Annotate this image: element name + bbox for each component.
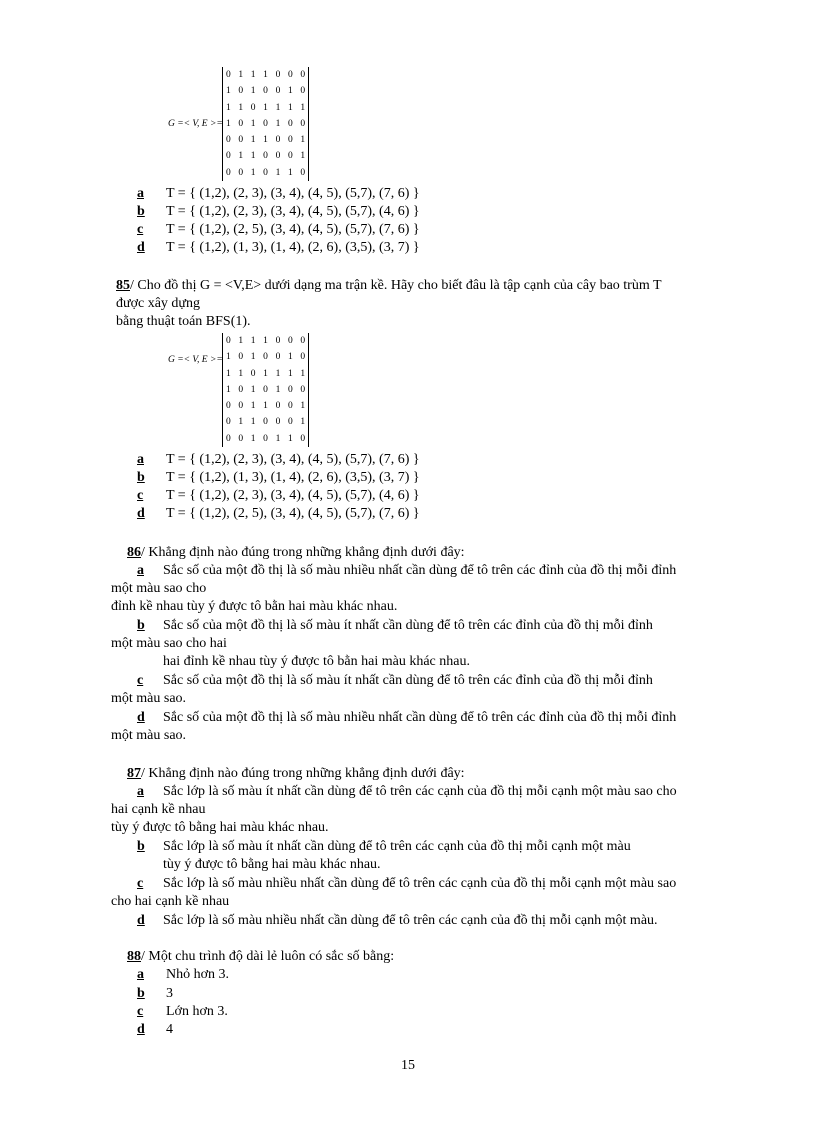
answer-option-a-cont: tùy ý được tô bằng hai màu khác nhau. xyxy=(111,820,329,835)
matrix-label: G =< V, E >= xyxy=(168,355,223,365)
answer-option-a-cont: đỉnh kề nhau tùy ý được tô bằn hai màu khác nhau. xyxy=(111,599,398,614)
matrix-row: 0 1 1 1 0 0 0 xyxy=(226,70,306,80)
question-85-stem-cont: bằng thuật toán BFS(1). xyxy=(116,314,251,329)
answer-option-b[interactable]: b T = { (1,2), (2, 3), (3, 4), (4, 5), (5,7), (4, 6) } xyxy=(137,204,420,219)
matrix-body xyxy=(222,333,309,447)
matrix-row: 0 0 1 1 0 0 1 xyxy=(226,401,306,412)
matrix-row: 1 1 0 1 1 1 1 xyxy=(226,368,306,379)
question-87-stem: 87/ Khẳng định nào đúng trong những khẳng định dưới đây: xyxy=(127,766,465,781)
answer-option-d[interactable]: d Sắc số của một đồ thị là số màu nhiều nhất cần dùng để tô trên các đỉnh của đồ thị mỗi đỉnh xyxy=(137,710,677,725)
answer-option-b[interactable]: b Sắc số của một đồ thị là số màu ít nhất cần dùng để tô trên các đỉnh của đồ thị mỗi đỉnh xyxy=(137,618,653,633)
answer-option-a[interactable]: a Sắc số của một đồ thị là số màu nhiều nhất cần dùng để tô trên các đỉnh của đồ thị mỗi đỉnh xyxy=(137,563,677,578)
matrix-row: 0 0 1 1 0 0 1 xyxy=(226,135,306,146)
page-number: 15 xyxy=(401,1058,415,1073)
matrix-row: 0 1 1 0 0 0 1 xyxy=(226,417,306,428)
answer-option-d[interactable]: d 4 xyxy=(137,1022,173,1037)
answer-option-c[interactable]: c Sắc số của một đồ thị là số màu ít nhất cần dùng để tô trên các đỉnh của đồ thị mỗi đỉnh xyxy=(137,673,653,688)
answer-option-d[interactable]: d Sắc lớp là số màu nhiều nhất cần dùng để tô trên các cạnh của đồ thị mỗi cạnh một màu. xyxy=(137,913,658,928)
matrix-row: 0 0 1 0 1 1 0 xyxy=(226,167,306,178)
answer-option-a[interactable]: a T = { (1,2), (2, 3), (3, 4), (4, 5), (5,7), (7, 6) } xyxy=(137,186,420,201)
answer-option-a[interactable]: a Nhỏ hơn 3. xyxy=(137,967,230,982)
answer-option-c[interactable]: c Sắc lớp là số màu nhiều nhất cần dùng để tô trên các cạnh của đồ thị mỗi cạnh một màu sao xyxy=(137,876,677,891)
matrix-row: 0 1 1 0 0 0 1 xyxy=(226,151,306,162)
matrix-row: 0 1 1 1 0 0 0 xyxy=(226,336,306,346)
question-88-stem: 88/ Một chu trình độ dài lẻ luôn có sắc số bằng: xyxy=(127,949,395,964)
answer-option-a[interactable]: a Sắc lớp là số màu ít nhất cần dùng để tô trên các cạnh của đồ thị mỗi cạnh một màu sao cho xyxy=(137,784,677,799)
answer-option-b[interactable]: b T = { (1,2), (1, 3), (1, 4), (2, 6), (3,5), (3, 7) } xyxy=(137,470,420,485)
answer-option-c-cont: một màu sao. xyxy=(111,691,187,706)
answer-option-a-cont: một màu sao cho xyxy=(111,581,207,596)
matrix-row: 1 0 1 0 1 0 0 xyxy=(226,384,306,395)
answer-option-b[interactable]: b 3 xyxy=(137,986,173,1001)
answer-option-d[interactable]: d T = { (1,2), (1, 3), (1, 4), (2, 6), (3,5), (3, 7) } xyxy=(137,240,420,255)
answer-option-d[interactable]: d T = { (1,2), (2, 5), (3, 4), (4, 5), (5,7), (7, 6) } xyxy=(137,506,420,521)
answer-option-c[interactable]: c Lớn hơn 3. xyxy=(137,1004,228,1019)
answer-option-b-cont: tùy ý được tô bằng hai màu khác nhau. xyxy=(163,857,381,872)
answer-option-d-cont: một màu sao. xyxy=(111,728,187,743)
answer-option-b-cont: một màu sao cho hai xyxy=(111,636,227,651)
question-86-stem: 86/ Khẳng định nào đúng trong những khẳng định dưới đây: xyxy=(127,545,465,560)
answer-option-b-cont: hai đỉnh kề nhau tùy ý được tô bằn hai màu khác nhau. xyxy=(163,654,470,669)
answer-option-a-cont: hai cạnh kề nhau xyxy=(111,802,206,817)
matrix-label: G =< V, E >= xyxy=(168,119,223,129)
matrix-row: 1 1 0 1 1 1 1 xyxy=(226,102,306,113)
question-85-stem-cont: được xây dựng xyxy=(116,296,201,311)
question-85-stem: 85/ Cho đồ thị G = <V,E> dưới dạng ma trận kề. Hãy cho biết đâu là tập cạnh của cây bao trùm T xyxy=(116,278,662,293)
answer-option-c[interactable]: c T = { (1,2), (2, 3), (3, 4), (4, 5), (5,7), (4, 6) } xyxy=(137,488,420,503)
answer-option-a[interactable]: a T = { (1,2), (2, 3), (3, 4), (4, 5), (5,7), (7, 6) } xyxy=(137,452,420,467)
answer-option-b[interactable]: b Sắc lớp là số màu ít nhất cần dùng để tô trên các cạnh của đồ thị mỗi cạnh một màu xyxy=(137,839,631,854)
matrix-row: 1 0 1 0 0 1 0 xyxy=(226,352,306,363)
matrix-row: 0 0 1 0 1 1 0 xyxy=(226,433,306,444)
answer-option-c-cont: cho hai cạnh kề nhau xyxy=(111,894,230,909)
answer-option-c[interactable]: c T = { (1,2), (2, 5), (3, 4), (4, 5), (5,7), (7, 6) } xyxy=(137,222,420,237)
matrix-row: 1 0 1 0 0 1 0 xyxy=(226,86,306,97)
matrix-body xyxy=(222,67,309,181)
matrix-row: 1 0 1 0 1 0 0 xyxy=(226,118,306,129)
